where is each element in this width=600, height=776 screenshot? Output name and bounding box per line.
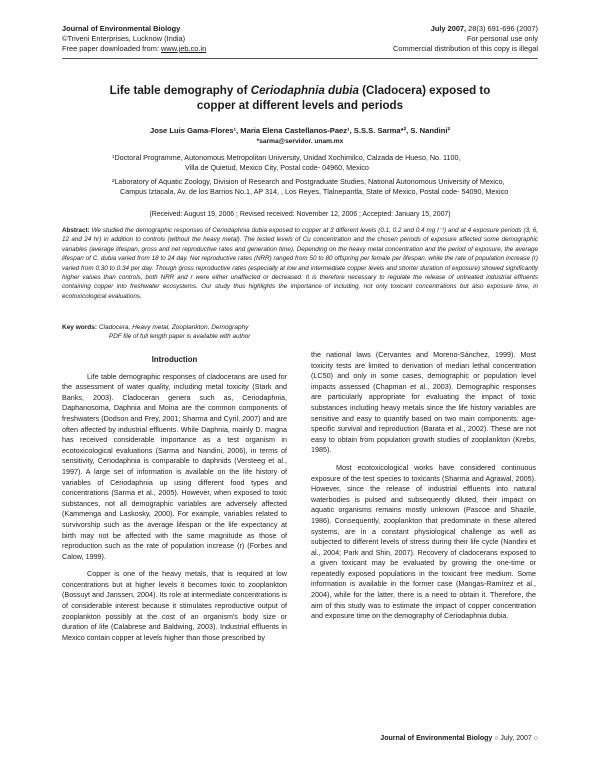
footer (380, 734, 538, 743)
title-line2: copper at different levels and periods (196, 99, 404, 112)
keywords (62, 323, 538, 332)
paper-title (62, 83, 538, 113)
affiliation-2 (112, 177, 532, 197)
title-species: Ceriodaphnia dubia (250, 84, 359, 97)
right-column (311, 350, 536, 629)
header-left (62, 24, 206, 54)
download-prefix: Free paper downloaded from: (62, 44, 162, 53)
keywords-label: Key words: (62, 324, 98, 331)
header-rule (62, 58, 538, 59)
download-link[interactable]: www.jeb.co.in (161, 44, 207, 53)
abstract (62, 226, 538, 301)
issue-line (393, 24, 538, 34)
footer-date: ○ July, 2007 ○ (492, 735, 538, 742)
received-dates: (Received: August 19, 2006 ; Revised received: November 12, 2006 ; Accepted: January 15, 2007) (149, 211, 451, 218)
download-line (62, 44, 206, 54)
right-paragraph-2: Most ecotoxicological works have considered continuous exposure of the test species to toxicants (Sharma and Agrawal, 2005). However, since the release of industrial effluents into natural waterbodies is pulsed and subsequently diluted, their impact on aquatic organisms remains mostly unknown (Pascoe and Shazile, 1986). Consequently, zooplankton that predominate in these altered systems, are in a constant physiological challenge as well as subjected to different levels of stress during their life cycle (Nandini et al., 2004; Park and Shin, 2007). Recovery of cladocerans exposed to a given toxicant may be evaluated by growing the one-time or repeatedly exposed populations in the toxicant free medium. Some information is available in the former case (Mangas-Ramírez et al., 2004), while for the latter, there is a need to obtain it. Therefore, the aim of this study was to estimate the impact of copper concentration and exposure time on the demography of Ceriodaphnia dubia. (311, 462, 536, 621)
abstract-label: Abstract: (62, 227, 90, 234)
title-part2: (Cladocera) exposed to (358, 84, 491, 97)
header-right (393, 24, 538, 54)
issue-date: July 2007, (430, 24, 467, 33)
affiliation-1 (112, 153, 532, 173)
abstract-text: We studied the demographic responses of Ceriodaphnia dubia exposed to copper at 3 different levels (0.1, 0.2 and 0.4 mg l⁻¹) and at 4 exposure periods (3, 6, 12 and 24 hr) in addition to controls (without the heavy metal). The tested levels of Cu concentration and the chosen periods of exposure affected some demographic variables (average lifespan, gross and net reproductive rates and generation time). Depending on the heavy metal concentration and the period of exposure, the average lifespan of C. dubia varied from 18 to 24 day. Net reproductive rates (NRR) ranged from 50 to 80 offspring per female per lifespan, while the rate of population increase (r) varied from 0.30 to 0.34 per day. Though gross reproductive rates (especially at low and intermediate copper levels and shorter duration of exposure) showed significantly higher values than controls, both NRR and r were either unaffected or decreased. It is therefore necessary to regulate the release of untreated industrial effluents containing copper into freshwater ecosystems. Our study thus highlights the importance of including, not only toxicant concentrations but also exposure time, in ecotoxicological evaluations. (62, 227, 538, 300)
issue-ref: 28(3) 691-696 (2007) (466, 24, 538, 33)
left-paragraph-2: Copper is one of the heavy metals, that is required at low concentrations but at higher levels it becomes toxic to zooplankton (Bossuyt and Janssen, 2004). Its role at intermediate concentrations is of considerable interest because it stimulates reproductive output of zooplankton possibly at the cost of an organism's body size or duration of life (Calabrese and Baldwing, 2003). Industrial effluents in Mexico contain copper at levels higher than those prescribed by (62, 569, 287, 642)
pdf-note: PDF file of full length paper is available with author (109, 333, 251, 340)
journal-name: Journal of Environmental Biology (62, 24, 181, 33)
corresponding-email: *sarma@servidor. unam.mx (256, 138, 344, 145)
publisher-line: ©Triveni Enterprises, Lucknow (India) (62, 34, 186, 43)
affiliation-2-line2: Campus Iztacala, Av. de los Barrios No.1, AP 314, , Los Reyes, Tlalnepantla, State of Mexico, Postal code- 54090, Mexico (120, 187, 509, 196)
authors: Jose Luis Gama-Flores¹, Maria Elena Castellanos-Paez¹, S.S.S. Sarma*², S. Nandini² (149, 126, 451, 135)
title-part1: Life table demography of (109, 84, 251, 97)
affiliation-1-line1: ¹Doctoral Programme, Autonomous Metropolitan University, Unidad Xochimilco, Calzada de Hueso, No. 1100, (112, 153, 461, 162)
right-paragraph-1: the national laws (Cervantes and Moreno-Sánchez, 1999). Most toxicity tests are limited to derivation of median lethal concentration (LC50) and only in some cases, demographic or population level impacts assessed (Chapman et al., 2003). Demographic responses are particularly appropriate for evaluating the impact of toxic substances including heavy metals since the life history variables are sensitive and easy to quantify based on two main components: age-specific survival and reproduction (Barata et al., 2002). These are not easy to obtain from population growth studies of zooplankton (Krebs, 1985). (311, 350, 536, 455)
affiliation-2-line1: ²Laboratory of Aquatic Zoology, Division of Research and Postgraduate Studies, National Autonomous University of Mexico, (112, 177, 505, 186)
personal-use-line: For personal use only (466, 34, 538, 43)
affiliation-1-line2: Villa de Quietud, Mexico City, Postal code- 04960, Mexico (185, 163, 369, 172)
keywords-text: Cladocera, Heavy metal, Zooplankton, Demography (97, 324, 249, 331)
commercial-line: Commercial distribution of this copy is illegal (393, 44, 538, 53)
left-column (62, 350, 287, 650)
left-paragraph-1: Life table demographic responses of cladocerans are used for the assessment of water quality, including metal toxicity (Stark and Banks, 2003). Cladoceran genera such as, Ceriodaphnia, Daphanosoma, Daphnia and Moina are the common components of freshwaters (Dodson and Frey, 2001; Sharma and Cyril, 2007) and are often affected by industrial effluents. While Daphnia, mainly D. magna has received considerable importance as a test organism in ecotoxicological evaluations (Sarma and Nandini, 2006), in terms of sensitivity, Ceriodaphnia is comparable to daphnids (Versteeg et al., 1997). A large set of information is available on the life history of variables of Ceriodaphnia up using different food types and concentrations (Sarma et al., 2005). However, when exposed to toxic substances, not all demographic variables are adversely affected (Kammenga and Laskosky, 2000). For example, variables related to survivorship such as the average lifespan or the life expectancy at birth may not be affected with the same magnitude as those of reproduction such as the rate of population increase (r) (Forbes and Calow, 1999). (62, 371, 287, 561)
introduction-heading: Introduction (151, 355, 198, 364)
footer-journal: Journal of Environmental Biology (380, 735, 493, 742)
